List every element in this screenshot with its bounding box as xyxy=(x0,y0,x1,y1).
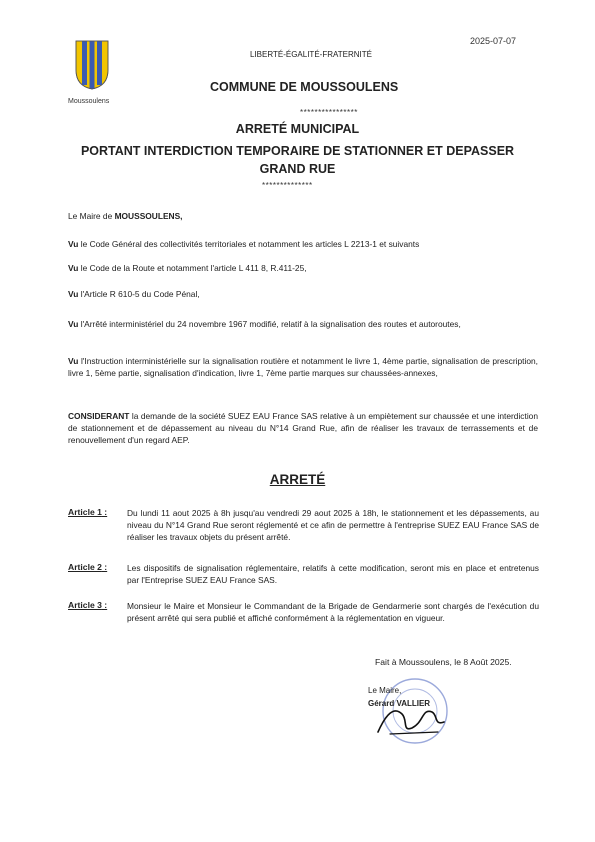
preamble-considerant: CONSIDERANT la demande de la société SUEZ EAU France SAS relative à un empiètement sur chaussée et une interdiction de stationnement et de dépassement au niveau du N°14 Grand Rue, afin de réaliser les travaux de terrassements et de renouvellement d'un regard AEP. xyxy=(68,411,538,445)
handwritten-signature-icon xyxy=(372,692,452,742)
document-date: 2025-07-07 xyxy=(470,36,517,46)
article-2-label: Article 2 : xyxy=(68,562,108,572)
signatory-role: Le Maire, xyxy=(368,686,402,695)
preamble-vu-4: Vu l'Arrêté interministériel du 24 novembre 1967 modifié, relatif à la signalisation des routes et autoroutes, xyxy=(68,319,461,329)
preamble-intro: Le Maire de MOUSSOULENS, xyxy=(68,211,183,221)
arrete-heading: ARRETÉ xyxy=(269,472,326,487)
separator-stars-2: ************** xyxy=(262,181,313,190)
preamble-vu-5: Vu l'Instruction interministérielle sur la signalisation routière et notamment le livre 1, 4ème partie, signalisation de prescription, livre 1, 5ème partie, signalisation d'indication, livre 1, 7ème partie marques sur chaussées-annexes, xyxy=(68,356,538,378)
national-motto: LIBERTÉ-ÉGALITÉ-FRATERNITÉ xyxy=(250,50,372,59)
commune-crest-icon xyxy=(75,40,109,90)
article-3-label: Article 3 : xyxy=(68,600,108,610)
article-2-text: Les dispositifs de signalisation réglementaire, relatifs à cette modification, seront mis en place et entretenus par l'Entreprise SUEZ EAU France SAS. xyxy=(127,563,539,585)
article-3-text: Monsieur le Maire et Monsieur le Commandant de la Brigade de Gendarmerie sont chargés de l'exécution du présent arrêté qui sera publié et affiché conformément à la réglementation en vigueur. xyxy=(127,601,539,623)
preamble-vu-1: Vu le Code Général des collectivités territoriales et notamment les articles L 2213-1 et suivants xyxy=(68,239,420,249)
title-line-2: PORTANT INTERDICTION TEMPORAIRE DE STATIONNER ET DEPASSER xyxy=(80,144,515,158)
title-line-1: ARRETÉ MUNICIPAL xyxy=(235,122,360,136)
article-1-text: Du lundi 11 aout 2025 à 8h jusqu'au vendredi 29 aout 2025 à 18h, le stationnement et les dépassements, au niveau du N°14 Grand Rue seront réglementé et ce afin de permettre à l'entreprise SUEZ EAU France SAS de réaliser les travaux objets du présent arrêté. xyxy=(127,508,539,542)
preamble-vu-3: Vu l'Article R 610-5 du Code Pénal, xyxy=(68,289,200,299)
signatory-name: Gérard VALLIER xyxy=(368,699,431,708)
commune-name: COMMUNE DE MOUSSOULENS xyxy=(210,80,399,94)
article-1-label: Article 1 : xyxy=(68,507,108,517)
crest-label: Moussoulens xyxy=(68,98,110,105)
title-line-3: GRAND RUE xyxy=(259,162,336,176)
place-and-date: Fait à Moussoulens, le 8 Août 2025. xyxy=(375,657,512,667)
preamble-vu-2: Vu le Code de la Route et notamment l'article L 411 8, R.411-25, xyxy=(68,263,307,273)
separator-stars: **************** xyxy=(300,108,358,117)
